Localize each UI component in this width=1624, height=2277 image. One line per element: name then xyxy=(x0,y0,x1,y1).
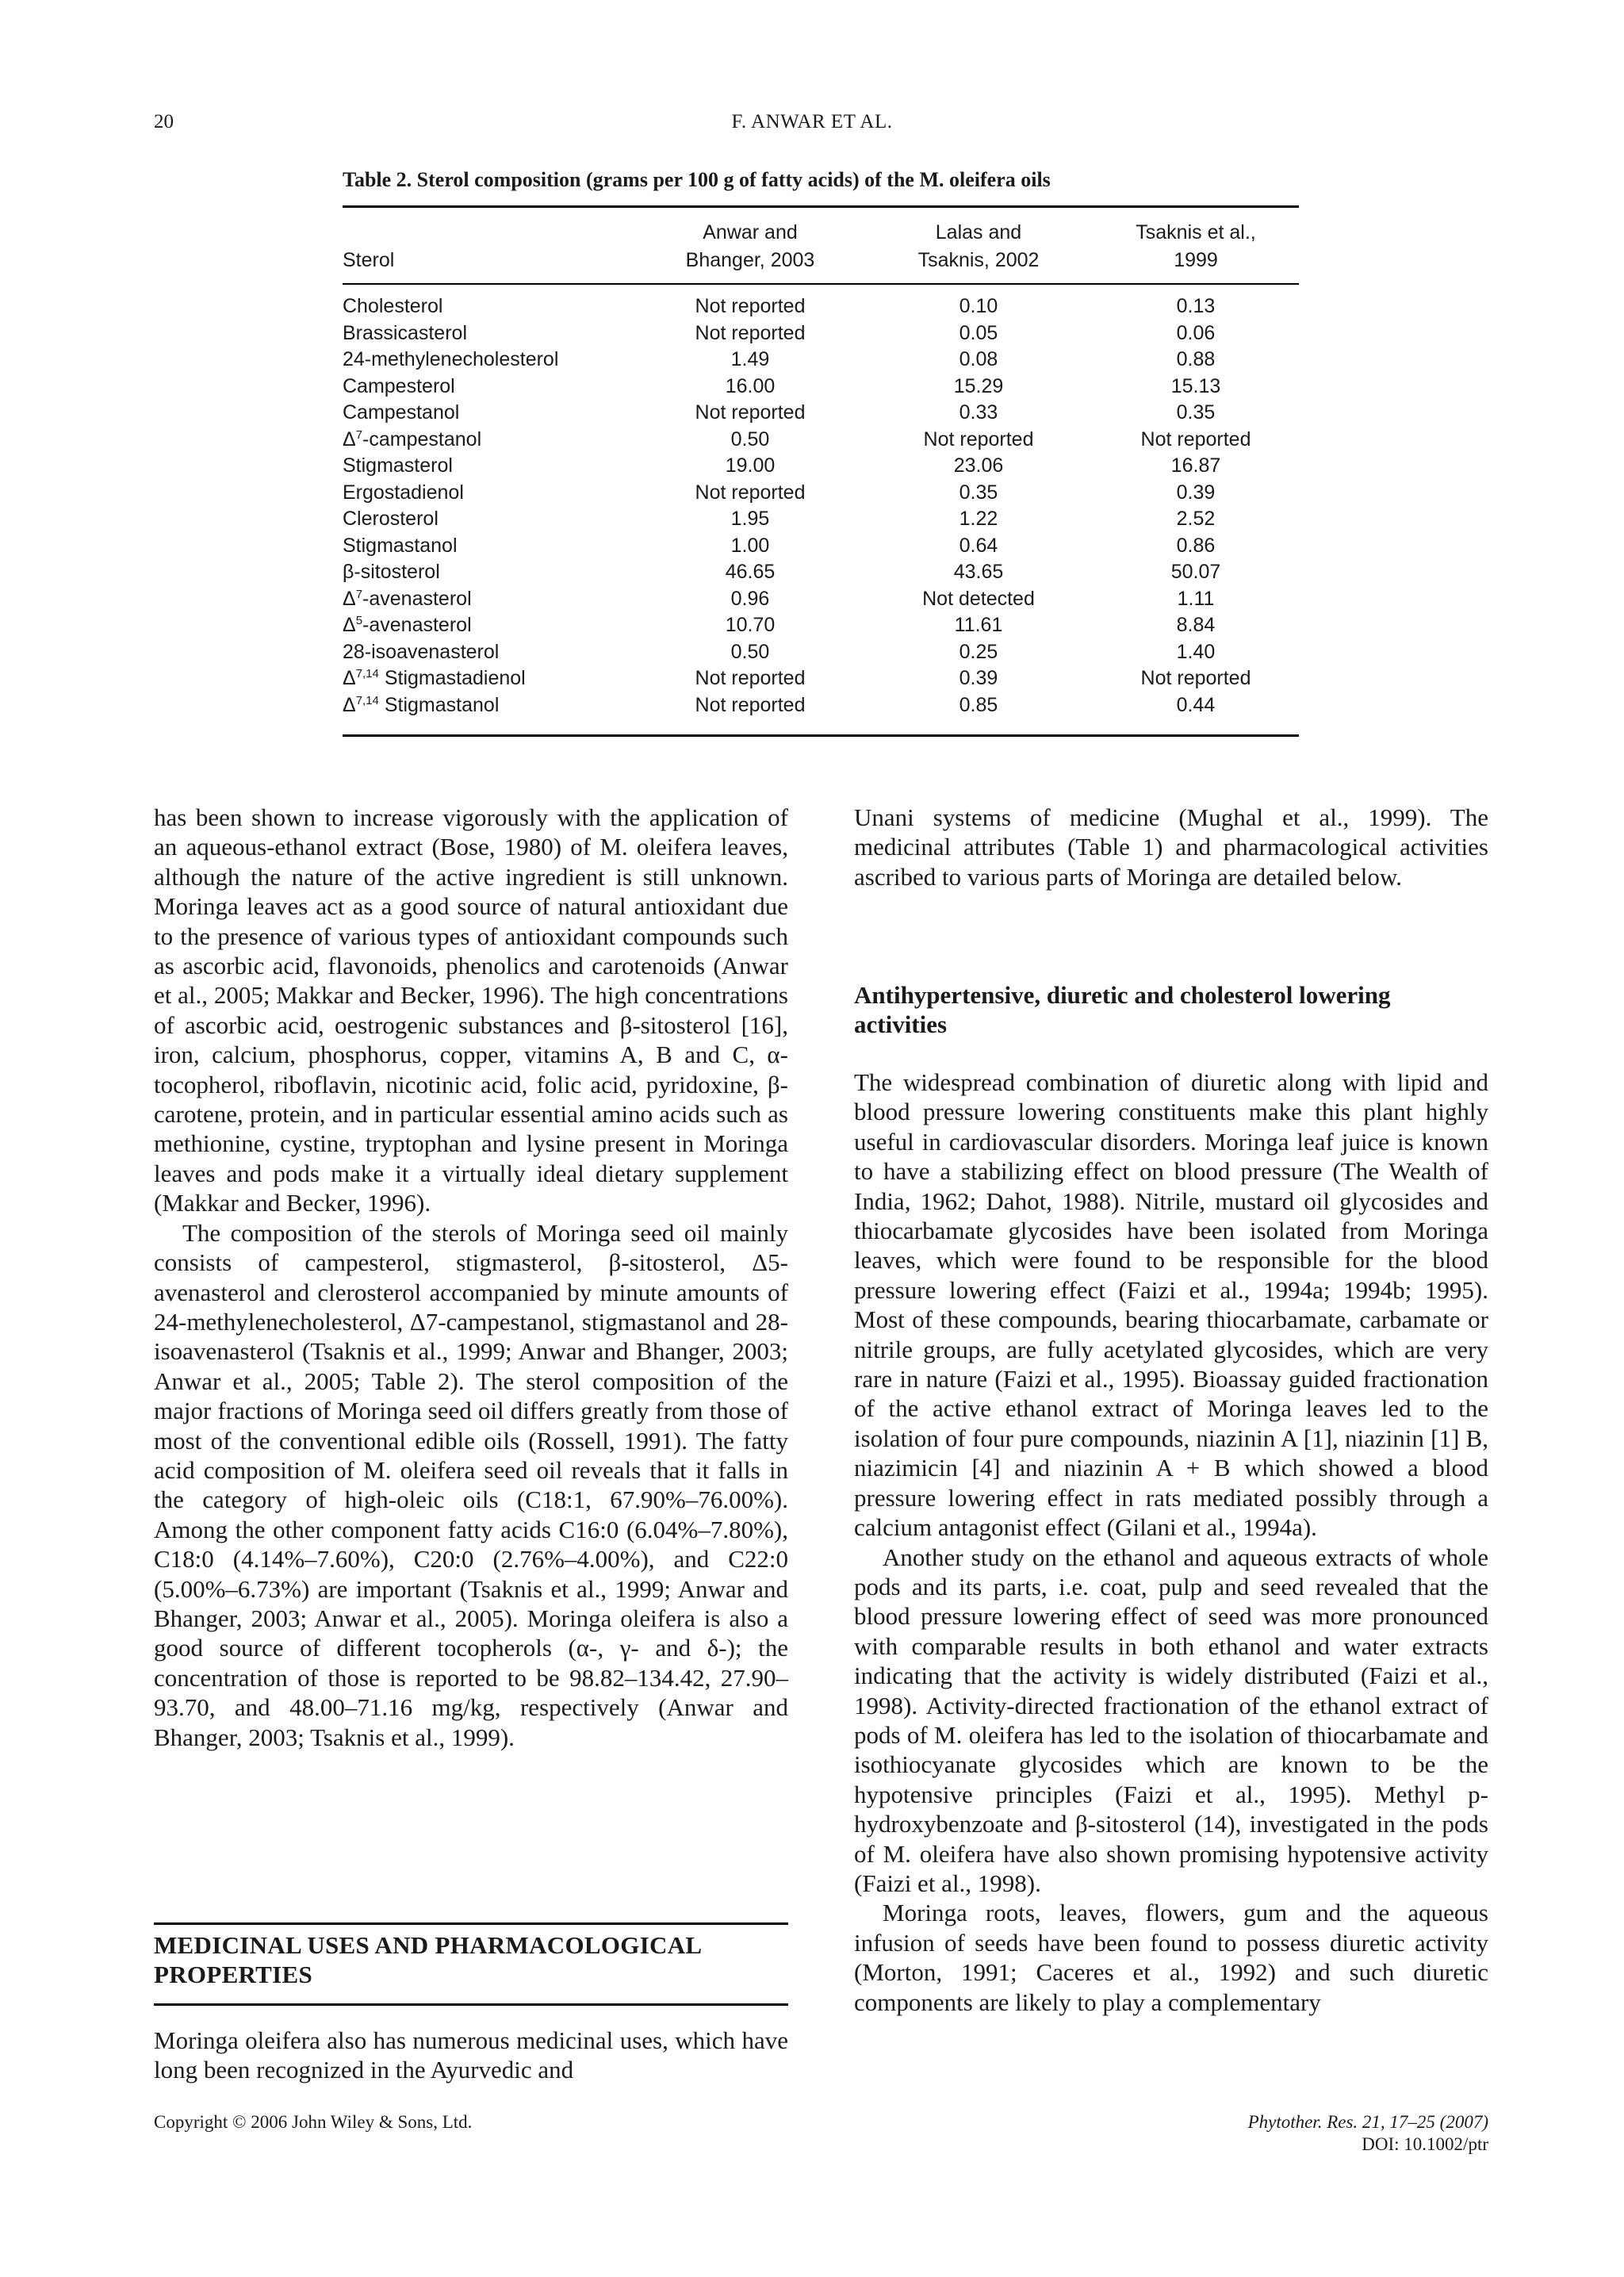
sterol-name-cell xyxy=(343,506,636,533)
delta-prefix: Δ xyxy=(343,587,356,610)
value-cell: 16.87 xyxy=(1170,454,1221,477)
sterol-name-cell xyxy=(343,639,636,666)
sterol-name: Cholesterol xyxy=(343,295,443,317)
table-row xyxy=(343,692,1299,719)
table-header-cell: Tsaknis, 2002 xyxy=(917,249,1040,271)
sterol-name: 28-isoavenasterol xyxy=(343,640,500,663)
position-superscript: 7 xyxy=(355,587,363,601)
sterol-name-cell xyxy=(343,320,636,347)
value-cell: 0.39 xyxy=(1176,481,1216,504)
value-cell: 11.61 xyxy=(954,614,1003,636)
body-paragraph: Another study on the ethanol and aqueous extracts of whole pods and its parts, i.e. coat, pulp and seed revealed that the blood pressure lowering effect of seed was more pronounced with comparable results in both ethanol and water extracts indicating that the activity is widely distributed (Faizi et al., 1998). Activity-directed fractionation of the ethanol extract of pods of M. oleifera has led to the isolation of thiocarbamate and isothiocyanate glycosides which are known to be the hypotensive principles (Faizi et al., 1995). Methyl p-hydroxybenzoate and β-sitosterol (14), investigated in the pods of M. oleifera have also shown promising hypotensive activity (Faizi et al., 1998). xyxy=(854,1543,1488,1897)
body-paragraph: The composition of the sterols of Moringa seed oil mainly consists of campesterol, stigmasterol, β-sitosterol, Δ5-avenasterol and clerosterol accompanied by minute amounts of 24-methylenecholesterol, Δ7-campestanol, stigmastanol and 28-isoavenasterol (Tsaknis et al., 1999; Anwar and Bhanger, 2003; Anwar et al., 2005; Table 2). The sterol composition of the major fractions of Moringa seed oil differs greatly from those of most of the conventional edible oils (Rossell, 1991). The fatty acid composition of M. oleifera seed oil reveals that it falls in the category of high-oleic oils (C18:1, 67.90%–76.00%). Among the other component fatty acids C16:0 (6.04%–7.80%), C18:0 (4.14%–7.60%), C20:0 (2.76%–4.00%), and C22:0 (5.00%–6.73%) are important (Tsaknis et al., 1999; Anwar and Bhanger, 2003; Anwar et al., 2005). Moringa oleifera is also a good source of different tocopherols (α-, γ- and δ-); the concentration of those is reported to be 98.82–134.42, 27.90–93.70, and 48.00–71.16 mg/kg, respectively (Anwar and Bhanger, 2003; Tsaknis et al., 1999). xyxy=(154,1218,788,1751)
value-cell: 0.86 xyxy=(1176,534,1216,557)
value-cell: 15.13 xyxy=(1170,374,1221,397)
value-cell: 50.07 xyxy=(1170,561,1221,583)
sterol-name-cell xyxy=(343,427,636,454)
value-cell: 0.08 xyxy=(959,348,998,370)
section-rule-bottom xyxy=(154,2003,788,2006)
sterol-name-cell xyxy=(343,586,636,613)
value-cell: 1.95 xyxy=(730,508,770,530)
table-header-cell: Tsaknis et al., xyxy=(1136,221,1256,243)
right-column-body xyxy=(854,1068,1488,2017)
value-cell: 0.85 xyxy=(959,693,998,716)
subsection-heading: Antihypertensive, diuretic and cholesterol lowering activities xyxy=(854,981,1391,1038)
value-cell: 0.35 xyxy=(1176,401,1216,424)
sterol-name-cell xyxy=(343,559,636,586)
value-cell: 1.11 xyxy=(1177,587,1215,610)
sterol-name: -avenasterol xyxy=(362,614,472,636)
table-header-cell: 1999 xyxy=(1174,249,1218,271)
sterol-name: Stigmastanol xyxy=(378,693,500,716)
position-superscript: 7,14 xyxy=(355,667,379,680)
value-cell: 2.52 xyxy=(1176,508,1216,530)
value-cell: Not reported xyxy=(695,481,806,504)
sterol-name-cell xyxy=(343,533,636,560)
value-cell: 19.00 xyxy=(725,454,776,477)
value-cell: 0.10 xyxy=(959,295,998,317)
value-cell: 0.05 xyxy=(959,321,998,344)
sterol-name-cell xyxy=(343,400,636,427)
sterol-name-cell xyxy=(343,347,636,374)
value-cell: 23.06 xyxy=(953,454,1004,477)
value-cell: 0.96 xyxy=(730,587,770,610)
value-cell: 8.84 xyxy=(1176,614,1216,636)
body-paragraph: has been shown to increase vigorously with the application of an aqueous-ethanol extract (Bose, 1980) of M. oleifera leaves, although the nature of the active ingredient is still unknown. Moringa leaves act as a good source of natural antioxidant due to the presence of various types of antioxidant compounds such as ascorbic acid, flavonoids, phenolics and carotenoids (Anwar et al., 2005; Makkar and Becker, 1996). The high concentrations of ascorbic acid, oestrogenic substances and β-sitosterol [16], iron, calcium, phosphorus, copper, vitamins A, B and C, α-tocopherol, riboflavin, nicotinic acid, folic acid, pyridoxine, β-carotene, protein, and in particular essential amino acids such as methionine, cystine, tryptophan and lysine present in Moringa leaves and pods make it a virtually ideal dietary supplement (Makkar and Becker, 1996). xyxy=(154,803,788,1217)
value-cell: 0.64 xyxy=(959,534,998,557)
position-superscript: 7 xyxy=(355,427,363,442)
table-row xyxy=(343,400,1299,427)
journal-citation xyxy=(1248,2111,1488,2156)
value-cell: 10.70 xyxy=(725,614,776,636)
table-row xyxy=(343,374,1299,401)
table-caption: Table 2. Sterol composition (grams per 100 g of fatty acids) of the M. oleifera oils xyxy=(343,168,1051,191)
table-header-cell: Lalas and xyxy=(935,221,1022,243)
value-cell: Not reported xyxy=(923,427,1034,450)
section-heading: MEDICINAL USES AND PHARMACOLOGICAL PROPERTIES xyxy=(154,1931,701,1988)
body-paragraph: Unani systems of medicine (Mughal et al., 1999). The medicinal attributes (Table 1) and pharmacological activities ascribed to various parts of Moringa are detailed below. xyxy=(854,803,1488,891)
right-column xyxy=(854,803,1488,891)
value-cell: Not reported xyxy=(695,401,806,424)
journal-reference: Phytother. Res. 21, 17–25 (2007) xyxy=(1247,2112,1488,2132)
table-header-cell: Bhanger, 2003 xyxy=(685,249,815,271)
table-row xyxy=(343,559,1299,586)
running-title: F. ANWAR ET AL. xyxy=(731,111,893,132)
table-row xyxy=(343,427,1299,454)
table-row xyxy=(343,533,1299,560)
sterol-name: 24-methylenecholesterol xyxy=(343,348,559,370)
table-row xyxy=(343,586,1299,613)
table-row xyxy=(343,612,1299,639)
left-column xyxy=(154,803,788,1752)
sterol-name: Ergostadienol xyxy=(343,481,464,504)
value-cell: 0.35 xyxy=(959,481,998,504)
sterol-name: Campestanol xyxy=(343,401,460,424)
table-header-cell xyxy=(343,219,636,247)
sterol-name-cell xyxy=(343,665,636,692)
sterol-name-cell xyxy=(343,453,636,480)
body-paragraph: The widespread combination of diuretic along with lipid and blood pressure lowering constituents make this plant highly useful in cardiovascular disorders. Moringa leaf juice is known to have a stabilizing effect on blood pressure (The Wealth of India, 1962; Dahot, 1988). Nitrile, mustard oil glycosides and thiocarbamate glycosides have been isolated from Moringa leaves, which were found to be responsible for the blood pressure lowering effect (Faizi et al., 1994a; 1994b; 1995). Most of these compounds, bearing thiocarbamate, carbamate or nitrile groups, are fully acetylated glycosides, which are very rare in nature (Faizi et al., 1995). Bioassay guided fractionation of the active ethanol extract of Moringa leaves led to the isolation of four pure compounds, niazinin A [1], niazinin [1] B, niazimicin [4] and niazinin A + B which showed a blood pressure lowering effect in rats mediated possibly through a calcium antagonist effect (Gilani et al., 1994a). xyxy=(854,1068,1488,1542)
table-row xyxy=(343,506,1299,533)
value-cell: 0.50 xyxy=(730,640,770,663)
value-cell: 46.65 xyxy=(725,561,776,583)
table-row xyxy=(343,665,1299,692)
value-cell: 15.29 xyxy=(953,374,1004,397)
table-row xyxy=(343,639,1299,666)
value-cell: Not reported xyxy=(695,667,806,689)
sterol-name: Stigmasterol xyxy=(343,454,453,477)
position-superscript: 5 xyxy=(355,614,363,627)
value-cell: 0.50 xyxy=(730,427,770,450)
delta-prefix: Δ xyxy=(343,693,356,716)
value-cell: Not reported xyxy=(1140,667,1251,689)
sterol-name: Campesterol xyxy=(343,374,455,397)
section-rule-top xyxy=(154,1922,788,1925)
value-cell: 16.00 xyxy=(725,374,776,397)
sterol-name: Stigmastanol xyxy=(343,534,458,557)
sterol-name-cell xyxy=(343,374,636,401)
table-row xyxy=(343,453,1299,480)
sterol-name: Stigmastadienol xyxy=(378,667,526,689)
table-row xyxy=(343,320,1299,347)
table-row xyxy=(343,347,1299,374)
table-header-cell: Anwar and xyxy=(703,221,798,243)
sterol-name: Clerosterol xyxy=(343,508,439,530)
value-cell: 0.13 xyxy=(1176,295,1216,317)
table-row xyxy=(343,480,1299,507)
value-cell: 0.06 xyxy=(1176,321,1216,344)
value-cell: 1.00 xyxy=(730,534,770,557)
value-cell: Not reported xyxy=(695,295,806,317)
value-cell: 0.25 xyxy=(959,640,998,663)
delta-prefix: Δ xyxy=(343,667,356,689)
table-header-cell: Sterol xyxy=(343,249,395,271)
table-row xyxy=(343,293,1299,320)
sterol-name: β-sitosterol xyxy=(343,561,440,583)
sterol-name-cell xyxy=(343,293,636,320)
value-cell: 0.88 xyxy=(1176,348,1216,370)
body-paragraph: Moringa oleifera also has numerous medicinal uses, which have long been recognized in the Ayurvedic and xyxy=(154,2026,788,2084)
doi: DOI: 10.1002/ptr xyxy=(1362,2134,1488,2154)
sterol-name: -campestanol xyxy=(362,427,482,450)
sterol-name-cell xyxy=(343,480,636,507)
value-cell: Not detected xyxy=(922,587,1035,610)
delta-prefix: Δ xyxy=(343,614,356,636)
table-top-rule xyxy=(343,205,1299,208)
delta-prefix: Δ xyxy=(343,427,356,450)
sterol-name-cell xyxy=(343,692,636,719)
value-cell: 0.39 xyxy=(959,667,998,689)
value-cell: Not reported xyxy=(695,693,806,716)
value-cell: 0.44 xyxy=(1176,693,1216,716)
value-cell: 1.49 xyxy=(730,348,770,370)
value-cell: Not reported xyxy=(695,321,806,344)
page-number: 20 xyxy=(154,111,174,132)
value-cell: 0.33 xyxy=(959,401,998,424)
position-superscript: 7,14 xyxy=(355,693,379,707)
value-cell: 43.65 xyxy=(953,561,1004,583)
sterol-name-cell xyxy=(343,612,636,639)
sterol-name: -avenasterol xyxy=(362,587,472,610)
sterol-name: Brassicasterol xyxy=(343,321,467,344)
body-paragraph: Moringa roots, leaves, flowers, gum and the aqueous infusion of seeds have been found to possess diuretic activity (Morton, 1991; Caceres et al., 1992) and such diuretic components are likely to play a complementary xyxy=(854,1899,1488,2016)
sterol-table xyxy=(343,219,1299,738)
value-cell: Not reported xyxy=(1140,427,1251,450)
value-cell: 1.40 xyxy=(1176,640,1216,663)
value-cell: 1.22 xyxy=(959,508,998,530)
copyright-notice: Copyright © 2006 John Wiley & Sons, Ltd. xyxy=(154,2112,473,2132)
left-column-continued xyxy=(154,2026,788,2085)
